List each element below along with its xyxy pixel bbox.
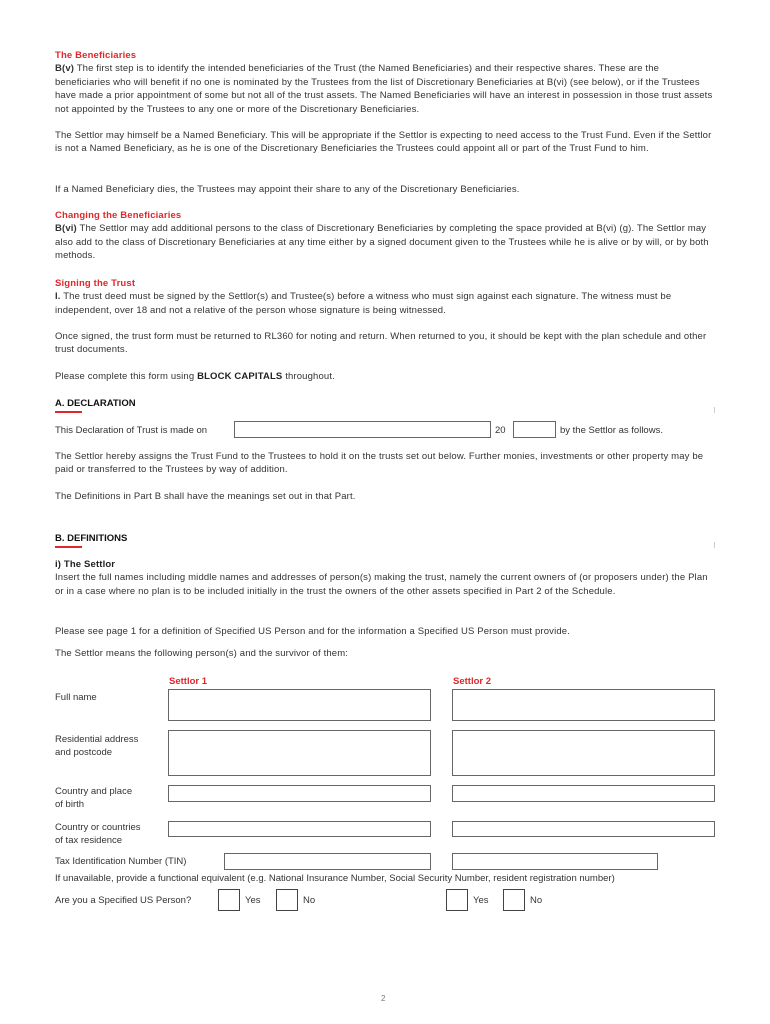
declaration-rule bbox=[55, 411, 82, 413]
settlor-2-us-no-checkbox[interactable] bbox=[503, 889, 525, 911]
beneficiaries-lead: B(v) bbox=[55, 63, 75, 75]
definitions-para2: Please see page 1 for a definition of Specified US Person and for the information a Specified US Person must provide. bbox=[55, 626, 571, 637]
declaration-suffix: by the Settlor as follows. bbox=[560, 425, 663, 436]
beneficiaries-text: The first step is to identify the intended beneficiaries of the Trust (the Named Beneficiaries) and their respective shares. These are the beneficiaries who will benefit if no one is nominated by the Trustees from the list of Discretionary Beneficiaries at B(vi) (see below), or if the Trustees have made a prior appointment of some but not all of the trust assets. The Named Beneficiaries will have an interest in possession in those trust assets not appointed by the Trustees to any one or more of the Discretionary Beneficiaries. bbox=[55, 63, 713, 115]
settlor-2-country-birth-field[interactable] bbox=[452, 785, 715, 802]
settlor-1-full-name-field[interactable] bbox=[168, 689, 431, 721]
settlor-1-heading: Settlor 1 bbox=[169, 676, 208, 687]
declaration-para2: The Settlor hereby assigns the Trust Fund to the Trustees to hold it on the trusts set out below. Further monies, investments or other property may be paid or transferred to the Trustees by way of addition. bbox=[55, 451, 704, 476]
tin-note: If unavailable, provide a functional equivalent (e.g. National Insurance Number, Social Security Number, resident registration number) bbox=[55, 873, 615, 884]
address-label-line1: Residential address bbox=[55, 734, 139, 745]
declaration-title: A. DECLARATION bbox=[55, 398, 136, 409]
full-name-label: Full name bbox=[55, 692, 97, 703]
settlor-2-tax-residence-field[interactable] bbox=[452, 821, 715, 837]
us-person-label: Are you a Specified US Person? bbox=[55, 895, 192, 906]
definitions-rule bbox=[55, 546, 82, 548]
settlor-subheading: i) The Settlor bbox=[55, 559, 116, 570]
declaration-tick bbox=[714, 407, 715, 413]
page-number: 2 bbox=[381, 994, 386, 1003]
beneficiaries-heading: The Beneficiaries bbox=[55, 50, 137, 61]
definitions-para3: The Settlor means the following person(s) and the survivor of them: bbox=[55, 648, 349, 659]
country-birth-label-line2: of birth bbox=[55, 799, 85, 811]
settlor-2-full-name-field[interactable] bbox=[452, 689, 715, 721]
settlor-1-yes-label: Yes bbox=[245, 895, 261, 906]
tax-residence-label bbox=[55, 821, 165, 848]
settlor-section bbox=[55, 558, 717, 598]
definitions-tick bbox=[714, 542, 715, 548]
tax-residence-label-line1: Country or countries bbox=[55, 822, 141, 833]
changing-section bbox=[55, 209, 717, 263]
declaration-para3: The Definitions in Part B shall have the meanings set out in that Part. bbox=[55, 491, 356, 502]
settlor-1-country-birth-field[interactable] bbox=[168, 785, 431, 802]
country-birth-label bbox=[55, 785, 165, 812]
beneficiaries-section bbox=[55, 49, 717, 116]
changing-text: The Settlor may add additional persons to the class of Discretionary Beneficiaries by completing the space provided at B(vi) (g). The Settlor may also add to the class of Discretionary Beneficiaries at any time either by a signed document given to the Trustees while he is alive or by will, or by both methods. bbox=[55, 223, 709, 262]
block-capitals: BLOCK CAPITALS bbox=[197, 371, 283, 382]
signing-para2: Once signed, the trust form must be returned to RL360 for noting and return. When returned to you, it should be kept with the plan schedule and other trust documents. bbox=[55, 331, 707, 356]
settlor-1-no-label: No bbox=[303, 895, 316, 906]
settlor-text: Insert the full names including middle names and addresses of person(s) making the trust, namely the current owners of (or proposers under) the Plan or in a case where no plan is to be included initially in the trust the owners of the other assets specified in Part 2 of the Schedule. bbox=[55, 572, 708, 597]
signing-text: The trust deed must be signed by the Settlor(s) and Trustee(s) before a witness who must sign against each signature. The witness must be independent, over 18 and not a relative of the person whose signature is being witnessed. bbox=[55, 291, 672, 316]
signing-para3 bbox=[55, 370, 717, 383]
signing-section bbox=[55, 277, 717, 317]
beneficiaries-para3: If a Named Beneficiary dies, the Trustees may appoint their share to any of the Discretionary Beneficiaries. bbox=[55, 184, 520, 195]
changing-heading: Changing the Beneficiaries bbox=[55, 210, 182, 221]
changing-lead: B(vi) bbox=[55, 223, 77, 235]
tax-residence-label-line2: of tax residence bbox=[55, 835, 123, 847]
declaration-year-prefix: 20 bbox=[495, 425, 506, 436]
definitions-title: B. DEFINITIONS bbox=[55, 533, 128, 544]
settlor-1-tax-residence-field[interactable] bbox=[168, 821, 431, 837]
address-label bbox=[55, 733, 165, 760]
signing-lead: I. bbox=[55, 291, 61, 303]
settlor-2-yes-label: Yes bbox=[473, 895, 489, 906]
settlor-2-tin-field[interactable] bbox=[452, 853, 658, 870]
declaration-date-field[interactable] bbox=[234, 421, 491, 438]
declaration-year-field[interactable] bbox=[513, 421, 556, 438]
settlor-1-tin-field[interactable] bbox=[224, 853, 431, 870]
signing-para3-post: throughout. bbox=[282, 371, 335, 382]
settlor-2-address-field[interactable] bbox=[452, 730, 715, 776]
signing-heading: Signing the Trust bbox=[55, 278, 136, 289]
settlor-2-no-label: No bbox=[530, 895, 543, 906]
declaration-made-on-label: This Declaration of Trust is made on bbox=[55, 425, 208, 436]
settlor-2-us-yes-checkbox[interactable] bbox=[446, 889, 468, 911]
settlor-1-us-yes-checkbox[interactable] bbox=[218, 889, 240, 911]
settlor-2-heading: Settlor 2 bbox=[453, 676, 492, 687]
signing-para3-pre: Please complete this form using bbox=[55, 371, 198, 382]
tin-label: Tax Identification Number (TIN) bbox=[55, 856, 187, 867]
beneficiaries-para2: The Settlor may himself be a Named Beneficiary. This will be appropriate if the Settlor is expecting to need access to the Trust Fund. Even if the Settlor is not a Named Beneficiary, as he is one of the Discretionary Beneficiaries the Trustees could appoint all or part of the Trust Fund to him. bbox=[55, 130, 712, 155]
settlor-1-us-no-checkbox[interactable] bbox=[276, 889, 298, 911]
country-birth-label-line1: Country and place bbox=[55, 786, 133, 797]
address-label-line2: and postcode bbox=[55, 747, 113, 759]
settlor-1-address-field[interactable] bbox=[168, 730, 431, 776]
